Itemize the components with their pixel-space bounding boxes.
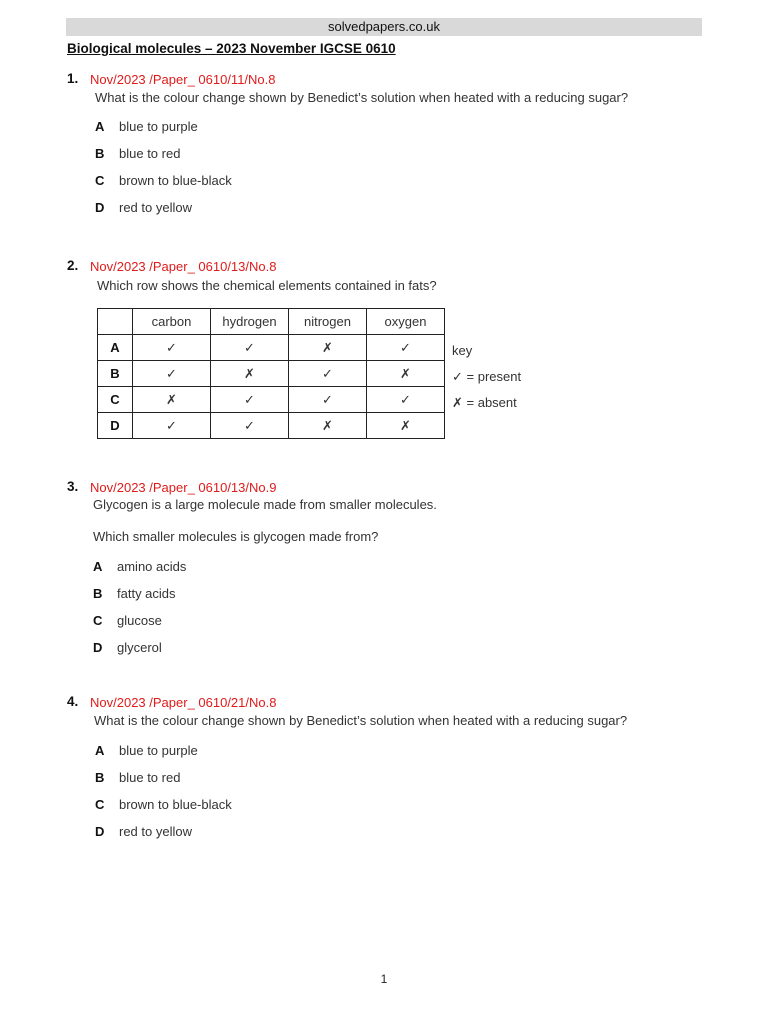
- option-text: amino acids: [117, 559, 187, 574]
- question-reference: Nov/2023 /Paper_ 0610/13/No.9: [90, 480, 277, 495]
- option-text: brown to blue-black: [119, 797, 232, 812]
- table-row: [98, 361, 445, 387]
- question-text: What is the colour change shown by Benedict’s solution when heated with a reducing sugar?: [94, 713, 628, 728]
- table-cell: ✗: [133, 387, 211, 413]
- row-label: B: [98, 361, 133, 387]
- option-text: fatty acids: [117, 586, 176, 601]
- table-cell: ✗: [289, 413, 367, 439]
- option-letter: D: [93, 640, 103, 655]
- option-letter: A: [93, 559, 103, 574]
- table-cell: ✓: [133, 361, 211, 387]
- row-label: D: [98, 413, 133, 439]
- column-header-hydrogen: hydrogen: [211, 309, 289, 335]
- row-label: A: [98, 335, 133, 361]
- elements-table: [97, 308, 445, 439]
- question-text: What is the colour change shown by Benedict’s solution when heated with a reducing sugar?: [95, 90, 629, 105]
- option-text: glycerol: [117, 640, 162, 655]
- table-cell: ✓: [211, 387, 289, 413]
- question-number: 4.: [67, 694, 79, 709]
- option-text: blue to purple: [119, 119, 198, 134]
- key-absent: ✗ = absent: [452, 395, 517, 410]
- table-header-row: [98, 309, 445, 335]
- table-cell: ✓: [133, 335, 211, 361]
- option-letter: B: [95, 146, 105, 161]
- table-cell: ✓: [211, 335, 289, 361]
- table-cell: ✗: [289, 335, 367, 361]
- option-letter: D: [95, 824, 105, 839]
- question-reference: Nov/2023 /Paper_ 0610/13/No.8: [90, 259, 277, 274]
- option-letter: A: [95, 119, 105, 134]
- option-letter: B: [93, 586, 103, 601]
- option-text: blue to red: [119, 146, 181, 161]
- row-label: C: [98, 387, 133, 413]
- option-letter: D: [95, 200, 105, 215]
- option-letter: C: [95, 173, 105, 188]
- table-cell: ✓: [367, 387, 445, 413]
- table-row: [98, 335, 445, 361]
- site-banner: solvedpapers.co.uk: [66, 18, 702, 36]
- option-text: blue to purple: [119, 743, 198, 758]
- option-letter: C: [95, 797, 105, 812]
- question-text: Which row shows the chemical elements contained in fats?: [97, 278, 437, 293]
- table-corner-cell: [98, 309, 133, 335]
- table-row: [98, 387, 445, 413]
- table-cell: ✓: [289, 387, 367, 413]
- question-number: 2.: [67, 258, 79, 273]
- option-text: red to yellow: [119, 824, 192, 839]
- question-reference: Nov/2023 /Paper_ 0610/11/No.8: [90, 72, 276, 87]
- key-present: ✓ = present: [452, 369, 522, 384]
- table-cell: ✓: [211, 413, 289, 439]
- question-text: Glycogen is a large molecule made from smaller molecules.: [93, 497, 437, 512]
- column-header-oxygen: oxygen: [367, 309, 445, 335]
- option-text: red to yellow: [119, 200, 192, 215]
- table-cell: ✓: [133, 413, 211, 439]
- option-letter: C: [93, 613, 103, 628]
- column-header-nitrogen: nitrogen: [289, 309, 367, 335]
- table-cell: ✗: [367, 413, 445, 439]
- table-cell: ✗: [211, 361, 289, 387]
- table-cell: ✓: [367, 335, 445, 361]
- question-number: 3.: [67, 479, 79, 494]
- option-letter: B: [95, 770, 105, 785]
- column-header-carbon: carbon: [133, 309, 211, 335]
- table-row: [98, 413, 445, 439]
- question-number: 1.: [67, 71, 79, 86]
- option-text: blue to red: [119, 770, 181, 785]
- option-text: glucose: [117, 613, 162, 628]
- page-number: 1: [380, 972, 388, 986]
- key-heading: key: [452, 343, 473, 358]
- document-title: Biological molecules – 2023 November IGCSE 0610: [67, 41, 396, 56]
- question-reference: Nov/2023 /Paper_ 0610/21/No.8: [90, 695, 277, 710]
- option-letter: A: [95, 743, 105, 758]
- table-cell: ✓: [289, 361, 367, 387]
- question-text: Which smaller molecules is glycogen made from?: [93, 529, 379, 544]
- table-cell: ✗: [367, 361, 445, 387]
- option-text: brown to blue-black: [119, 173, 232, 188]
